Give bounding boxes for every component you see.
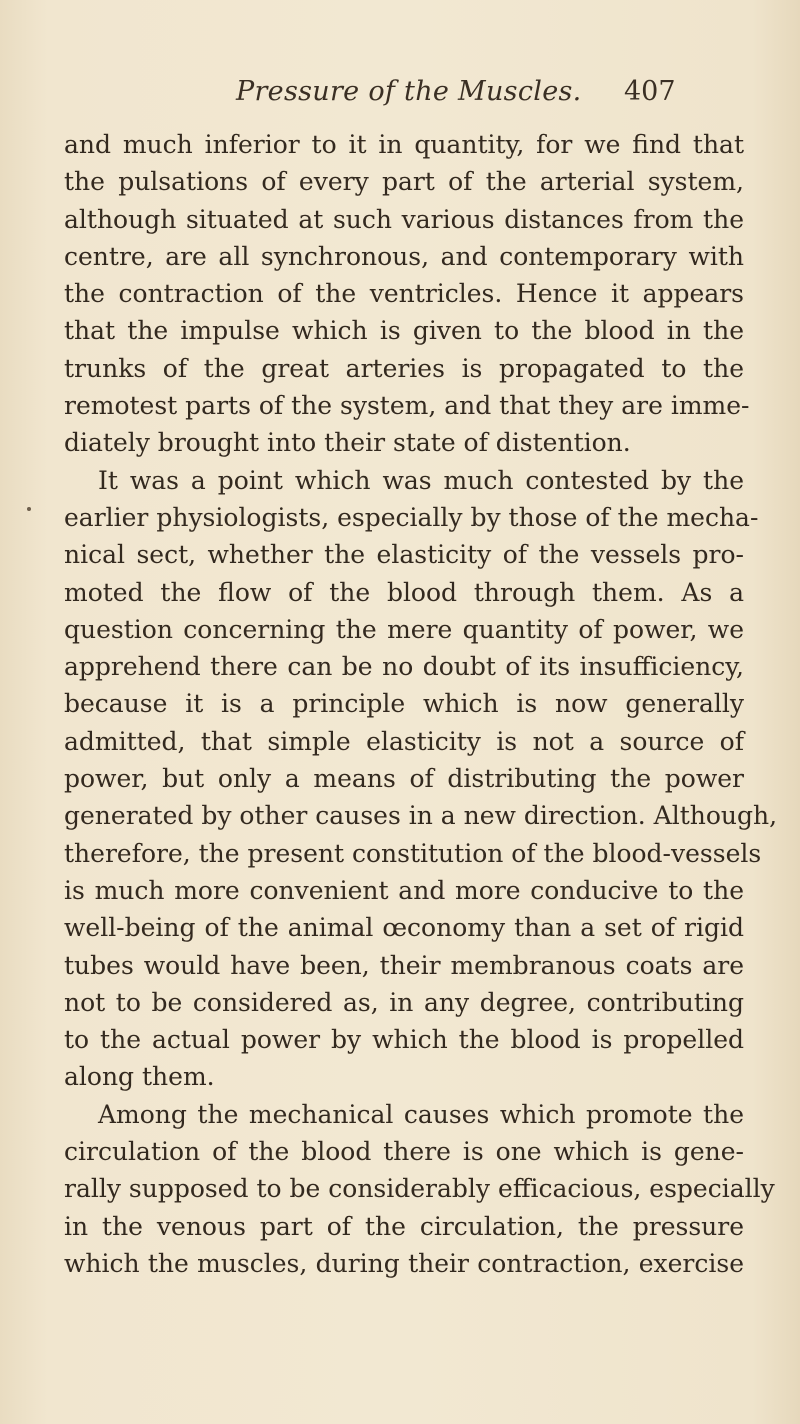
text-line: although situated at such various distances from the (64, 204, 744, 234)
text-line: diately brought into their state of distention. (64, 428, 631, 458)
text-line: is much more convenient and more conducive to the (64, 875, 744, 905)
text-line: earlier physiologists, especially by those of the mecha- (64, 502, 759, 532)
text-line: moted the flow of the blood through them. As a (64, 577, 744, 607)
text-line: tubes would have been, their membranous coats are (64, 950, 744, 980)
text-line: circulation of the blood there is one which is gene- (64, 1137, 744, 1167)
text-line: remotest parts of the system, and that they are imme- (64, 391, 750, 421)
text-line: the pulsations of every part of the arterial system, (64, 167, 744, 197)
text-line: Among the mechanical causes which promote the (98, 1099, 744, 1129)
text-line: which the muscles, during their contraction, exercise (64, 1248, 744, 1278)
text-line: not to be considered as, in any degree, contributing (64, 987, 744, 1017)
text-line: question concerning the mere quantity of power, we (64, 614, 744, 644)
text-line: admitted, that simple elasticity is not a source of (64, 726, 744, 756)
body-text (64, 126, 778, 1282)
text-line: well-being of the animal œconomy than a set of rigid (64, 913, 744, 943)
text-line: power, but only a means of distributing the power (64, 764, 744, 794)
text-line: nical sect, whether the elasticity of the vessels pro- (64, 540, 744, 570)
text-line: to the actual power by which the blood is propelled (64, 1025, 744, 1055)
text-line: centre, are all synchronous, and contemporary with (64, 241, 744, 271)
running-head (0, 76, 800, 116)
text-line: rally supposed to be considerably efficacious, especially (64, 1174, 775, 1204)
text-line: and much inferior to it in quantity, for we find that (64, 130, 744, 159)
text-line: because it is a principle which is now generally (64, 689, 744, 719)
running-title: Pressure of the Muscles. (236, 76, 582, 107)
text-line: along them. (64, 1062, 215, 1092)
text-line: It was a point which was much contested by the (98, 465, 744, 495)
text-line: that the impulse which is given to the blood in the (64, 316, 744, 346)
text-line: generated by other causes in a new direction. Although, (64, 801, 778, 831)
text-line: therefore, the present constitution of the blood-vessels (64, 838, 762, 868)
text-line: the contraction of the ventricles. Hence it appears (64, 279, 744, 309)
text-line: apprehend there can be no doubt of its insufficiency, (64, 652, 744, 682)
text-line: in the venous part of the circulation, the pressure (64, 1211, 744, 1241)
text-line: trunks of the great arteries is propagated to the (64, 353, 744, 383)
margin-mark (27, 507, 31, 511)
page-number: 407 (624, 76, 676, 107)
